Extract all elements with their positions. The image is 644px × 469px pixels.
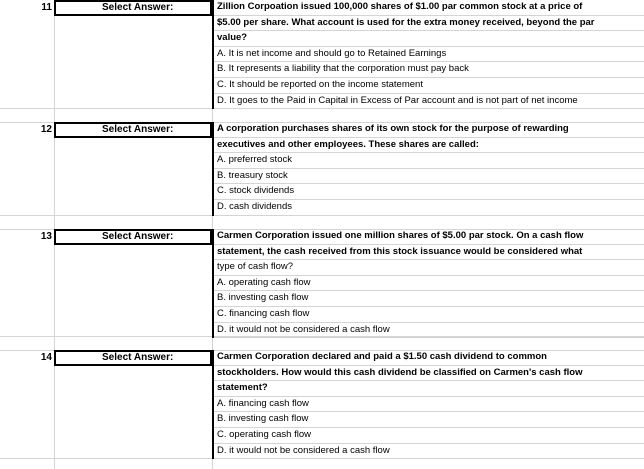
prompt-line: statement, the cash received from this stock issuance would be considered what [214,245,644,261]
question-number: 11 [41,2,52,13]
question-number: 14 [40,352,52,363]
option-b: B. investing cash flow [214,412,644,428]
question-number: 13 [40,231,52,242]
option-a: A. financing cash flow [214,397,644,413]
prompt-line: value? [214,31,644,47]
select-answer-cell[interactable]: Select Answer: [54,350,212,366]
option-a: A. operating cash flow [214,276,644,292]
option-c: C. stock dividends [214,184,644,200]
prompt-line: A corporation purchases shares of its own stock for the purpose of rewarding [214,122,644,138]
select-answer-cell[interactable]: Select Answer: [54,0,212,16]
question-text-block [212,0,644,109]
prompt-line: executives and other employees. These shares are called: [214,138,644,154]
option-d: D. cash dividends [214,200,644,216]
option-c: C. It should be reported on the income statement [214,78,644,94]
prompt-line: $5.00 per share. What account is used for the extra money received, beyond the par [214,16,644,32]
option-d: D. It goes to the Paid in Capital in Excess of Par account and is not part of net income [214,94,644,110]
option-d: D. it would not be considered a cash flow [214,323,644,339]
prompt-line: Carmen Corporation declared and paid a $1.50 cash dividend to common [214,350,644,366]
prompt-line: Carmen Corporation issued one million shares of $5.00 par stock. On a cash flow [214,229,644,245]
prompt-line: type of cash flow? [214,260,644,276]
option-d: D. it would not be considered a cash flow [214,444,644,460]
option-c: C. financing cash flow [214,307,644,323]
option-a: A. It is net income and should go to Retained Earnings [214,47,644,63]
question-text-block [212,350,644,459]
prompt-line: Zillion Corpoation issued 100,000 shares of $1.00 par common stock at a price of [214,0,644,16]
prompt-line: stockholders. How would this cash dividend be classified on Carmen's cash flow [214,366,644,382]
option-c: C. operating cash flow [214,428,644,444]
select-answer-cell[interactable]: Select Answer: [54,122,212,138]
option-b: B. treasury stock [214,169,644,185]
select-answer-cell[interactable]: Select Answer: [54,229,212,245]
option-a: A. preferred stock [214,153,644,169]
question-number: 12 [40,124,52,135]
option-b: B. It represents a liability that the corporation must pay back [214,62,644,78]
option-b: B. investing cash flow [214,291,644,307]
question-text-block [212,229,644,338]
prompt-line: statement? [214,381,644,397]
question-text-block [212,122,644,216]
